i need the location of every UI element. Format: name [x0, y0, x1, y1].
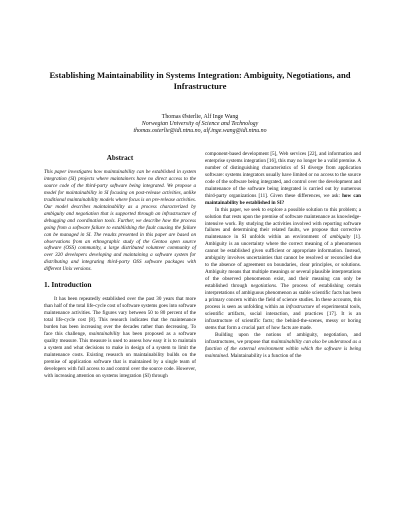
right-paragraph-2 — [205, 207, 361, 332]
author-names: Thomas Østerlie, Alf Inge Wang — [161, 114, 239, 120]
right-paragraph-3 — [205, 332, 361, 360]
author-block — [60, 114, 340, 136]
term-ambiguity: ambiguity — [329, 234, 351, 241]
right-paragraph-1 — [205, 151, 361, 207]
right-column — [205, 151, 361, 360]
term-maintainability: maintainability — [89, 331, 121, 338]
intro-text-2: has been proposed as a software quality measure. This measure is used to assess how easy it is to maintain a system and what decisions to make in design of a system to limit the maintenance costs. Existing research on maintainability builds on the premise of application software that is maintained by a single team of developers with full access to and control over the source code. However, with increasing attention on systems integration (SI) through — [44, 331, 196, 379]
abstract-heading: Abstract — [106, 154, 134, 162]
right-text-2b: [1]. Ambiguity is an uncertainty where the correct meaning of a phenomenon cannot be established given sufficient or appropriate information. Instead, ambiguity involves uncertainties that cannot be resolved or reconciled due to the absence of agreement on boundaries, clear principles, or solutions. Ambiguity means that multiple meanings or several plausible interpretations of the observed phenomenon exist, and their meaning can only be established through — [205, 234, 361, 290]
right-text-2c: . The process of establishing certain interpretations of ambiguous phenomenon as stable scientific facts has been a primary concern within the field of science studies. In these accounts, this process is seen as unfolding within an — [205, 283, 361, 310]
author-affiliation: Norwegian University of Science and Technology — [141, 121, 259, 128]
right-text-2a: In this paper, we seek to explore a possible solution to this problem; a solution that rests upon the premise of software maintenance as knowledge-intensive work. By studying the activities involved with reporting software failures and determining their related faults, we propose that corrective maintenance in SI unfolds within an environment of — [205, 206, 361, 241]
right-text-2d: of experimental tools, scientific artifacts, social interaction, and practices [17]. It is an infrastructure of scientific facts; the behind-the-scenes, messy or boring stems that form a crucial part of how facts are made. — [205, 303, 361, 331]
term-infrastructure: infrastructure — [285, 303, 315, 310]
research-question: how can maintainability be established in SI? — [205, 192, 361, 206]
term-negotiations: negotiations — [250, 283, 276, 290]
left-column — [44, 151, 196, 380]
right-text-3b: Maintainability is a function of the — [229, 352, 302, 359]
right-text-3a: Building upon the notions of ambiguity, negotiation, and infrastructures, we propose that — [205, 331, 361, 345]
intro-text-1: It has been repeatedly established over the past 30 years that more than half of the total life-cycle cost of software systems goes into software maintenance activities. The figures vary between 50 to 80 percent of the total life-cycle cost [8]. This research indicates that the maintenance burden has been increasing over the decades rather than decreasing. To face this challenge, — [44, 296, 196, 338]
paper-title: Establishing Maintainability in Systems Integration: Ambiguity, Negotiations, and Infrastructure — [49, 70, 351, 91]
intro-heading: 1. Introduction — [44, 280, 92, 290]
intro-paragraph — [44, 296, 196, 379]
maintainability-proposal: maintainability can also be understood as a function of the external environment within which the software is being maintained. — [205, 338, 361, 359]
right-text-1: component-based development [5], Web services [22], and information and enterprise systems integration [16], this may no longer be a valid premise. A number of distinguishing characteristics of SI diverge from application software: systems integrators usually have limited or no access to the source code of the software being integrated, and control over the development and maintenance of the software being integrated is carried out by numerous third-party organizations [11]. Given these differences, we ask: — [205, 151, 361, 199]
abstract-text: This paper investigates how maintainability can be established in system integration (SI) projects where maintainers have no direct access to the source code of the third-party software being integrated. We propose a model for maintainability in SI focusing on post-release activities, unlike traditional maintainability models where focus is on pre-release activities. Our model describes maintainability as a process characterized by ambiguity and negotiation that is supported through an infrastructure of debugging and coordination tools. Further, we describe how the process going from a software failure to establishing the fault causing the failure can be managed in SI. The results presented in this paper are based on observations from an ethnographic study of the Gentoo open source software (OSS) community, a large distributed volunteer community of over 320 developers developing and maintaining a software system for distributing and integrating third-party OSS software packages with different Unix versions. — [44, 169, 196, 273]
author-emails: thomas.osterlie@idi.ntnu.no, alf.inge.wang@idi.ntnu.no — [133, 128, 267, 135]
